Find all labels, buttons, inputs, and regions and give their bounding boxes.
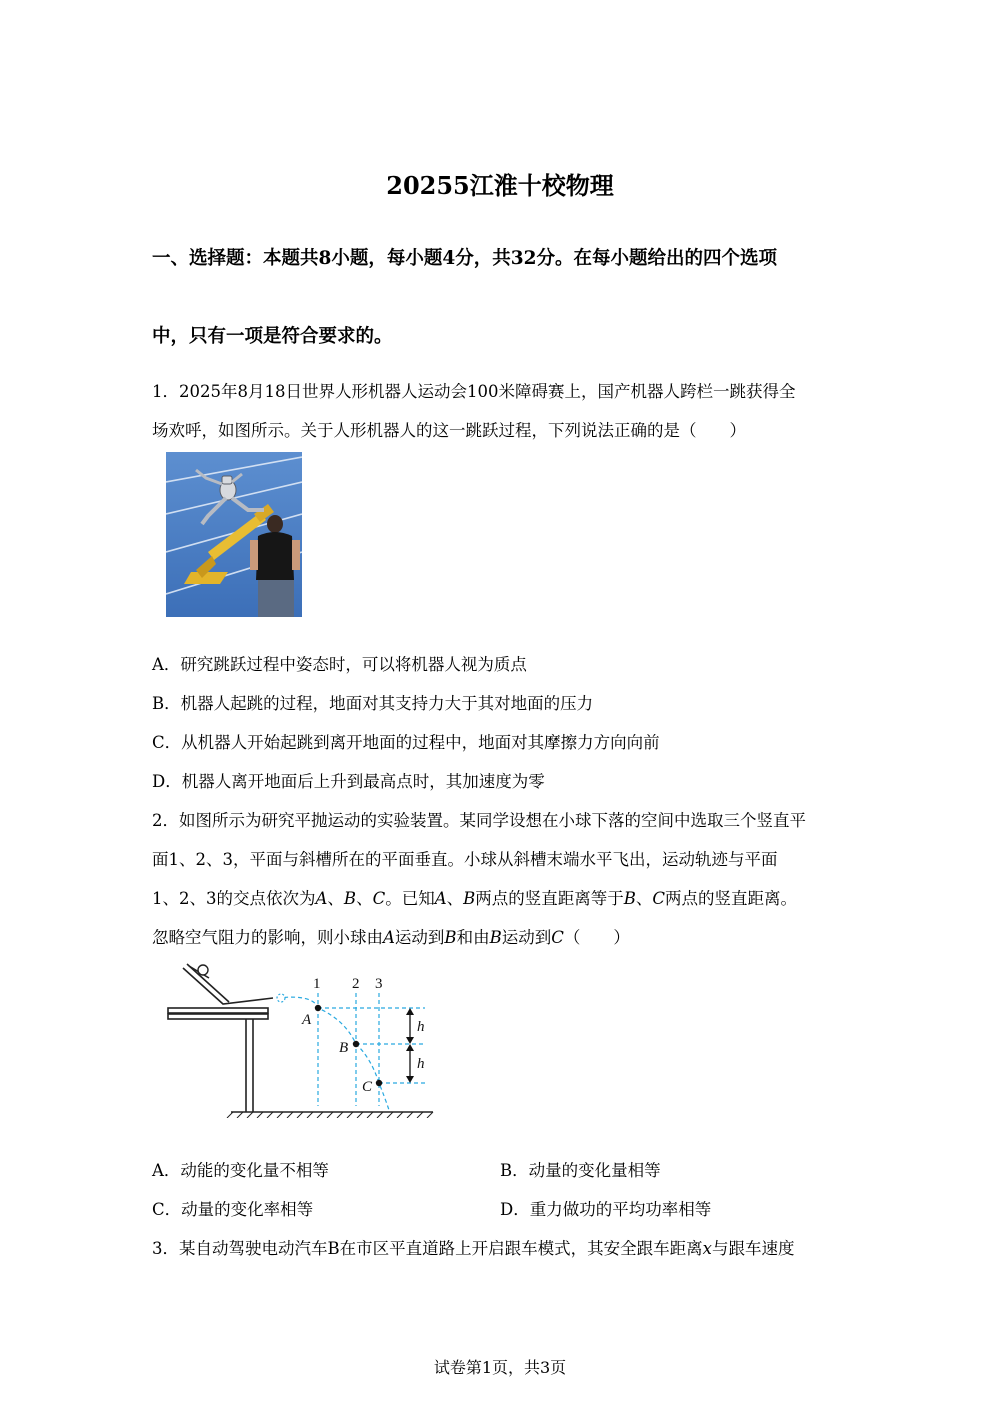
section-heading-line1: 一、选择题：本题共8小题，每小题4分，共32分。在每小题给出的四个选项 [152,248,777,269]
q2-option-b: B．动量的变化量相等 [500,1161,661,1180]
q2-stem-line3: 1、2、3的交点依次为A、B、C。已知A、B两点的竖直距离等于B、C两点的竖直距离。 [152,889,798,908]
q2-stem-line2: 面1、2、3，平面与斜槽所在的平面垂直。小球从斜槽末端水平飞出，运动轨迹与平面 [152,850,778,869]
q1-option-c: C．从机器人开始起跳到离开地面的过程中，地面对其摩擦力方向向前 [152,733,660,752]
point-label-c: C [362,1079,373,1095]
point-label-b: B [339,1040,349,1056]
q1-option-a: A．研究跳跃过程中姿态时，可以将机器人视为质点 [152,655,527,674]
height-label-upper: h [417,1019,425,1035]
ball-icon [198,965,208,975]
q2-stem-line1: 2．如图所示为研究平抛运动的实验装置。某同学设想在小球下落的空间中选取三个竖直平 [152,811,806,830]
q3-stem-line1: 3．某自动驾驶电动汽车B在市区平直道路上开启跟车模式，其安全跟车距离x与跟车速度 [152,1239,795,1258]
q2-stem-line4: 忽略空气阻力的影响，则小球由A运动到B和由B运动到C（ ） [152,928,630,947]
point-label-a: A [302,1012,312,1028]
height-label-lower: h [417,1056,425,1072]
q1-option-d: D．机器人离开地面后上升到最高点时，其加速度为零 [152,772,545,791]
page-title: 20255江淮十校物理 [386,171,614,200]
plane-label-2: 2 [352,976,360,992]
plane-label-1: 1 [313,976,321,992]
projectile-apparatus-diagram [163,958,443,1118]
q1-option-b: B．机器人起跳的过程，地面对其支持力大于其对地面的压力 [152,694,594,713]
q2-option-c: C．动量的变化率相等 [152,1200,314,1219]
q2-option-a: A．动能的变化量不相等 [152,1161,329,1180]
page-footer: 试卷第1页，共3页 [433,1358,567,1377]
section-heading-line2: 中，只有一项是符合要求的。 [152,326,393,347]
q1-stem-line2: 场欢呼，如图所示。关于人形机器人的这一跳跃过程，下列说法正确的是（ ） [152,421,746,440]
q2-option-d: D．重力做功的平均功率相等 [500,1200,712,1219]
plane-label-3: 3 [375,976,383,992]
q1-stem-line1: 1．2025年8月18日世界人形机器人运动会100米障碍赛上，国产机器人跨栏一跳获得全 [152,382,796,401]
robot-hurdle-photo [166,452,302,617]
